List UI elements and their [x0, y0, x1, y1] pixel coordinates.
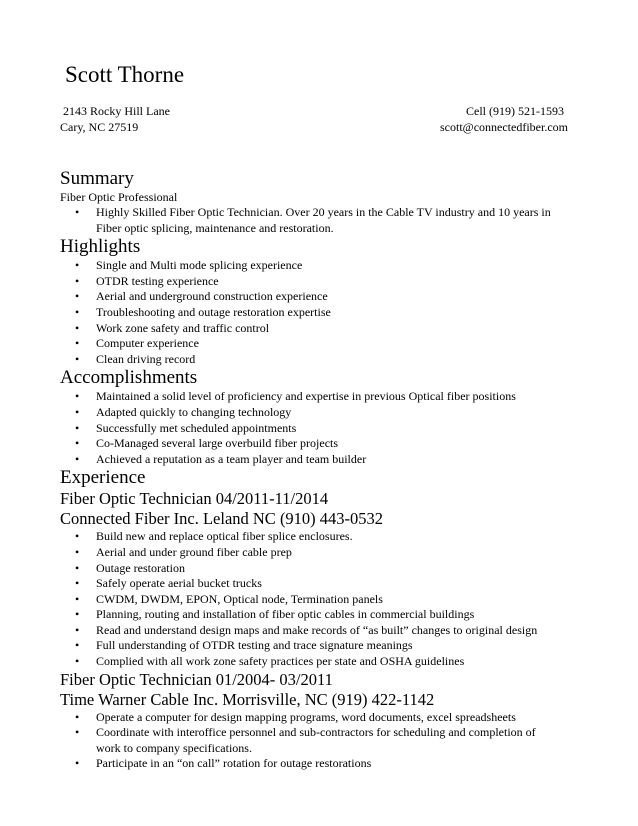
- highlights-heading: Highlights: [60, 236, 141, 258]
- list-item: • Build new and replace optical fiber splice enclosures.: [75, 529, 353, 544]
- job-company: Connected Fiber Inc. Leland NC (910) 443-0532: [60, 509, 384, 529]
- summary-subtitle: Fiber Optic Professional: [60, 190, 178, 204]
- list-item: • Co-Managed several large overbuild fiber projects: [75, 436, 339, 451]
- highlights-list: [60, 258, 580, 367]
- list-item: • Clean driving record: [75, 351, 196, 366]
- list-item: • Aerial and under ground fiber cable prep: [75, 544, 292, 559]
- list-item: • Planning, routing and installation of fiber optic cables in commercial buildings: [75, 607, 475, 622]
- bullet-icon: •: [75, 336, 80, 351]
- bullet-icon: •: [75, 420, 80, 435]
- bullet-icon: •: [75, 273, 80, 288]
- bullet-icon: •: [75, 638, 80, 653]
- resume-body: [60, 168, 580, 772]
- list-item: • Maintained a solid level of proficiency and expertise in previous Optical fiber positions: [75, 389, 516, 404]
- bullet-icon: •: [75, 404, 80, 419]
- phone-number: Cell (919) 521-1593: [466, 104, 564, 118]
- list-item: • Complied with all work zone safety practices per state and OSHA guidelines: [75, 654, 465, 669]
- list-item: • Adapted quickly to changing technology: [75, 404, 292, 419]
- list-item: • Work zone safety and traffic control: [75, 320, 270, 335]
- list-item: • Achieved a reputation as a team player and team builder: [75, 451, 367, 466]
- bullet-icon: •: [75, 351, 80, 366]
- accomplishments-heading: Accomplishments: [60, 367, 198, 389]
- list-item: • CWDM, DWDM, EPON, Optical node, Termination panels: [75, 591, 383, 606]
- candidate-name: Scott Thorne: [65, 62, 185, 87]
- bullet-icon: •: [75, 258, 80, 273]
- bullet-icon: •: [75, 560, 80, 575]
- summary-line: Highly Skilled Fiber Optic Technician. Over 20 years in the Cable TV industry and 10 years in: [96, 205, 551, 219]
- bullet-icon: •: [75, 205, 80, 219]
- list-item: • Aerial and underground construction experience: [75, 289, 328, 304]
- bullet-icon: •: [75, 289, 80, 304]
- job-duties-list: [60, 529, 580, 669]
- bullet-icon: •: [75, 622, 80, 637]
- bullet-icon: •: [75, 389, 80, 404]
- list-item: • Operate a computer for design mapping programs, word documents, excel spreadsheets: [75, 709, 516, 724]
- list-item-continuation: work to company specifications.: [96, 740, 252, 755]
- bullet-icon: •: [75, 451, 80, 466]
- summary-line: Fiber optic splicing, maintenance and restoration.: [96, 220, 334, 235]
- accomplishments-list: [60, 389, 580, 467]
- bullet-icon: •: [75, 544, 80, 559]
- bullet-icon: •: [75, 576, 80, 591]
- list-item: • Full understanding of OTDR testing and trace signature meanings: [75, 638, 413, 653]
- list-item: • Read and understand design maps and make records of “as built” changes to original design: [75, 622, 538, 637]
- list-item: • Coordinate with interoffice personnel and sub-contractors for scheduling and completion of: [75, 725, 536, 740]
- bullet-icon: •: [75, 304, 80, 319]
- list-item: • Safely operate aerial bucket trucks: [75, 576, 262, 591]
- address-block: [60, 103, 170, 135]
- job-title: Fiber Optic Technician 04/2011-11/2014: [60, 489, 329, 509]
- list-item: • OTDR testing experience: [75, 273, 219, 288]
- list-item: • Participate in an “on call” rotation for outage restorations: [75, 756, 372, 771]
- bullet-icon: •: [75, 607, 80, 622]
- job-duties-list: [60, 710, 580, 772]
- job-title: Fiber Optic Technician 01/2004- 03/2011: [60, 669, 333, 689]
- list-item: • Computer experience: [75, 336, 199, 351]
- bullet-icon: •: [75, 529, 80, 544]
- list-item: • Outage restoration: [75, 560, 185, 575]
- bullet-icon: •: [75, 320, 80, 335]
- bullet-icon: •: [75, 709, 80, 724]
- address-line-2: Cary, NC 27519: [60, 120, 139, 134]
- summary-heading: Summary: [60, 168, 134, 189]
- experience-heading: Experience: [60, 467, 146, 489]
- bullet-icon: •: [75, 654, 80, 669]
- list-item: • Troubleshooting and outage restoration expertise: [75, 304, 331, 319]
- bullet-icon: •: [75, 436, 80, 451]
- summary-list: [60, 205, 580, 236]
- bullet-icon: •: [75, 725, 80, 740]
- email-address: scott@connectedfiber.com: [439, 120, 568, 134]
- list-item: [60, 205, 580, 236]
- list-item: • Successfully met scheduled appointments: [75, 420, 297, 435]
- bullet-icon: •: [75, 756, 80, 771]
- address-line-1: 2143 Rocky Hill Lane: [63, 104, 170, 118]
- list-item: • Single and Multi mode splicing experience: [75, 258, 303, 273]
- contact-block: [440, 103, 568, 135]
- job-company: Time Warner Cable Inc. Morrisville, NC (919) 422-1142: [60, 689, 435, 709]
- bullet-icon: •: [75, 591, 80, 606]
